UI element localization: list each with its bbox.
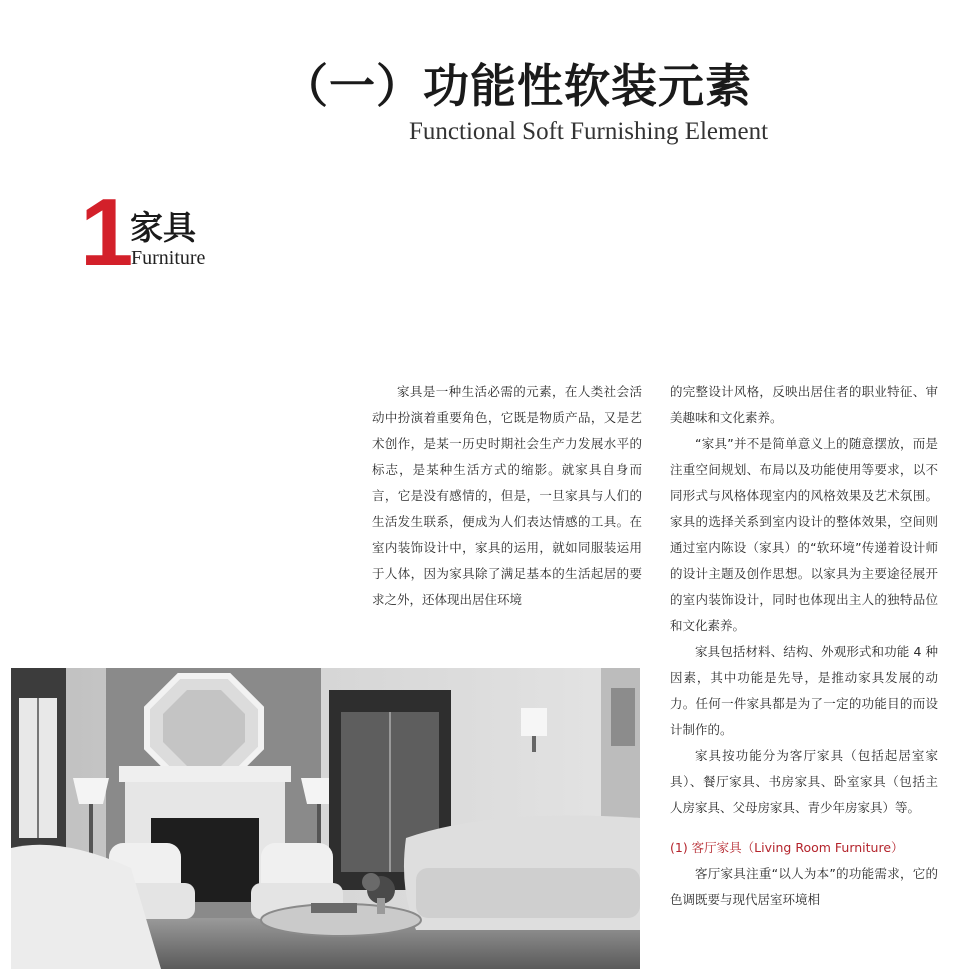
section-subtitle: Furniture [131,247,206,269]
subsection-heading: (1) 客厅家具（Living Room Furniture） [670,840,904,855]
page-subtitle: Functional Soft Furnishing Element [409,118,769,145]
body-paragraph: “家具”并不是简单意义上的随意摆放，而是注重空间规划、布局以及功能使用等要求，以不同形式与风格体现室内的风格效果及艺术氛围。家具的选择关系到室内设计的整体效果，空间则通过室内陈设（家具）的“软环境”传递着设计师的设计主题及创作思想。以家具为主要途径展开的室内装饰设计，同时也体现出主人的独特品位和文化素养。 [670,436,938,633]
text-column-left [372,379,642,613]
body-paragraph: 家具按功能分为客厅家具（包括起居室家具）、餐厅家具、书房家具、卧室家具（包括主人房家具、父母房家具、青少年房家具）等。 [670,748,938,815]
body-paragraph: 家具包括材料、结构、外观形式和功能 4 种因素，其中功能是先导，是推动家具发展的动力。任何一件家具都是为了一定的功能目的而设计制作的。 [670,644,938,737]
section-title: 家具 [130,208,196,247]
body-paragraph: 客厅家具注重“以人为本”的功能需求，它的色调既要与现代居室环境相 [670,866,938,907]
body-paragraph: 的完整设计风格，反映出居住者的职业特征、审美趣味和文化素养。 [670,384,938,425]
body-paragraph: 家具是一种生活必需的元素，在人类社会活动中扮演着重要角色，它既是物质产品，又是艺术创作，是某一历史时期社会生产力发展水平的标志，是某种生活方式的缩影。就家具自身而言，它是没有感情的，但是，一旦家具与人们的生活发生联系，便成为人们表达情感的工具。在室内装饰设计中，家具的运用，就如同服装运用于人体，因为家具除了满足基本的生活起居的要求之外，还体现出居住环境 [372,384,642,607]
section-number: 1 [80,179,134,286]
living-room-photo [11,668,640,969]
page-title: （一）功能性软装元素 [282,59,752,113]
text-column-right [670,379,938,913]
